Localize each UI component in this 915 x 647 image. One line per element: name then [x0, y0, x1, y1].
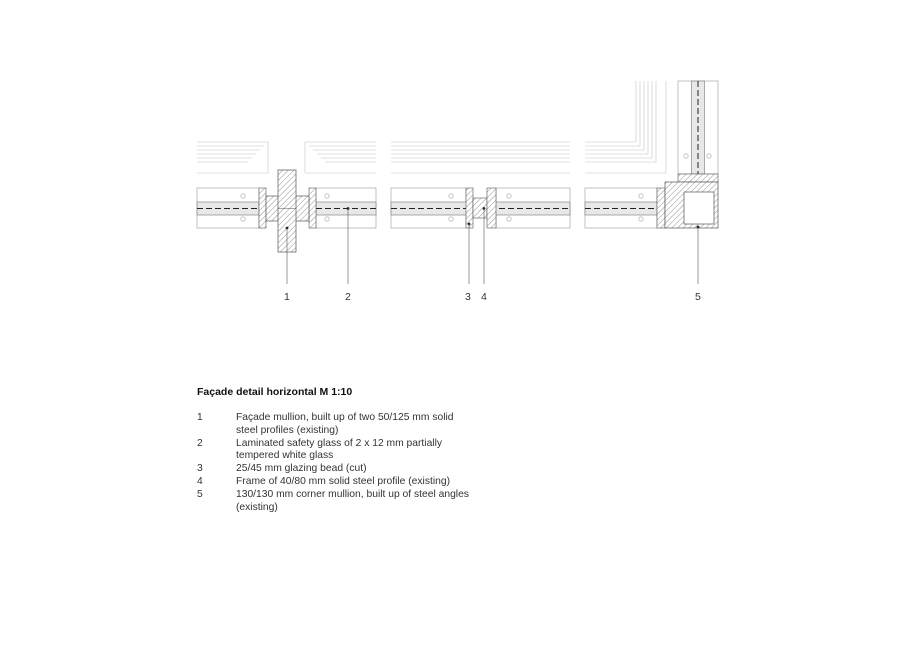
glazing-bead-cut — [466, 188, 473, 228]
section-mullion — [197, 142, 376, 284]
legend-text: Façade mullion, built up of two 50/125 mm solid steel profiles (existing) — [236, 412, 454, 436]
callout-3: 3 — [465, 291, 471, 303]
legend-text: Laminated safety glass of 2 x 12 mm partially tempered white glass — [236, 437, 443, 462]
legend-text: 25/45 mm glazing bead (cut) — [236, 463, 367, 475]
callout-1: 1 — [284, 291, 290, 303]
legend-number: 2 — [197, 437, 203, 449]
section-corner — [585, 81, 718, 284]
legend-text: Frame of 40/80 mm solid steel profile (existing) — [236, 475, 451, 487]
glazing-bead — [259, 188, 266, 228]
glazing-bead-cut — [487, 188, 496, 228]
interior-panel-left — [197, 142, 268, 173]
corner-mullion-inner — [684, 192, 714, 224]
interior-panel-corner — [585, 81, 666, 173]
legend-list — [197, 412, 497, 514]
section-frame — [391, 142, 570, 284]
glazing-bead — [309, 188, 316, 228]
glazing-band-3v — [678, 81, 718, 174]
legend-title: Façade detail horizontal M 1:10 — [197, 386, 353, 398]
interior-panel-right — [305, 142, 376, 173]
callout-2: 2 — [345, 291, 351, 303]
legend-number: 3 — [197, 463, 203, 475]
legend-item — [197, 412, 497, 438]
legend-item — [197, 476, 497, 489]
legend-item — [197, 463, 497, 476]
glazing-bead — [657, 188, 665, 228]
legend-item — [197, 438, 497, 464]
legend-number: 4 — [197, 475, 203, 487]
legend-item — [197, 489, 497, 515]
legend-text: 130/130 mm corner mullion, built up of steel angles (existing) — [236, 488, 469, 513]
legend-number: 1 — [197, 412, 203, 423]
glazing-bead — [678, 174, 718, 182]
interior-panel-wide — [391, 142, 570, 173]
callout-4: 4 — [481, 291, 487, 303]
legend — [197, 386, 497, 514]
glazing-band-3h — [585, 188, 657, 228]
legend-number: 5 — [197, 488, 203, 500]
callout-5: 5 — [695, 291, 701, 303]
